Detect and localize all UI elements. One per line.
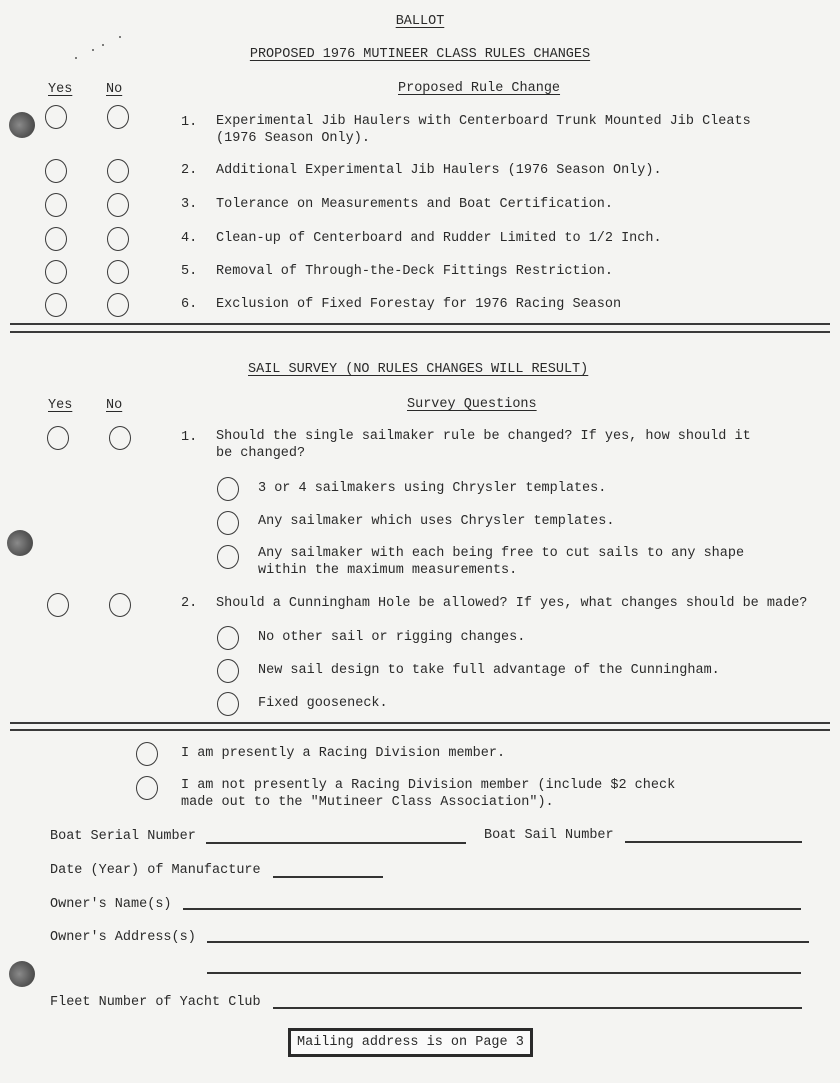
option-text: Any sailmaker with each being free to cut sails to any shape within the maximum measurements. — [258, 546, 745, 578]
rule-text: Experimental Jib Haulers with Centerboard Trunk Mounted Jib Cleats (1976 Season Only). — [216, 114, 751, 146]
section-divider — [10, 331, 830, 333]
rule-number: 2. — [181, 163, 198, 178]
option-text: No other sail or rigging changes. — [258, 630, 526, 645]
rule-1-yes-radio[interactable] — [45, 105, 67, 129]
option-text: 3 or 4 sailmakers using Chrysler templates. — [258, 481, 607, 496]
rule-6-no-radio[interactable] — [107, 293, 129, 317]
rule-number: 6. — [181, 297, 198, 312]
racing-member-radio[interactable] — [136, 742, 158, 766]
fleet-number-label: Fleet Number of Yacht Club — [50, 995, 261, 1010]
rule-text: Removal of Through-the-Deck Fittings Restriction. — [216, 264, 613, 279]
boat-sail-number-label: Boat Sail Number — [484, 828, 614, 843]
date-of-manufacture-field[interactable] — [273, 876, 383, 878]
rule-5-yes-radio[interactable] — [45, 260, 67, 284]
fleet-number-field[interactable] — [273, 1007, 802, 1009]
question-number: 2. — [181, 596, 198, 611]
q1-option-1-radio[interactable] — [217, 477, 239, 501]
ballot-title: BALLOT — [395, 14, 445, 29]
rule-3-yes-radio[interactable] — [45, 193, 67, 217]
boat-serial-number-field[interactable] — [206, 842, 466, 844]
option-text: Fixed gooseneck. — [258, 696, 388, 711]
owners-name-label: Owner's Name(s) — [50, 897, 172, 912]
survey-column-heading: Survey Questions — [407, 397, 537, 412]
rules-no-header: No — [106, 82, 123, 97]
option-text: Any sailmaker which uses Chrysler templates. — [258, 514, 615, 529]
owners-address-label: Owner's Address(s) — [50, 930, 196, 945]
question-number: 1. — [181, 430, 198, 445]
rule-number: 3. — [181, 197, 198, 212]
rule-6-yes-radio[interactable] — [45, 293, 67, 317]
rule-number: 1. — [181, 115, 198, 130]
q2-option-1-radio[interactable] — [217, 626, 239, 650]
owners-address-field-line2[interactable] — [207, 972, 801, 974]
q2-option-3-radio[interactable] — [217, 692, 239, 716]
rule-1-no-radio[interactable] — [107, 105, 129, 129]
boat-serial-number-label: Boat Serial Number — [50, 829, 196, 844]
mailing-address-note: Mailing address is on Page 3 — [288, 1028, 533, 1057]
section-divider — [10, 323, 830, 325]
q1-option-3-radio[interactable] — [217, 545, 239, 569]
survey-yes-header: Yes — [48, 398, 73, 413]
owners-name-field[interactable] — [183, 908, 801, 910]
rule-4-no-radio[interactable] — [107, 227, 129, 251]
q2-option-2-radio[interactable] — [217, 659, 239, 683]
option-text: New sail design to take full advantage of the Cunningham. — [258, 663, 720, 678]
owners-address-field[interactable] — [207, 941, 809, 943]
rules-yes-header: Yes — [48, 82, 73, 97]
rule-text: Exclusion of Fixed Forestay for 1976 Racing Season — [216, 297, 622, 312]
question-text: Should the single sailmaker rule be changed? If yes, how should it be changed? — [216, 429, 751, 461]
rule-text: Additional Experimental Jib Haulers (1976 Season Only). — [216, 163, 662, 178]
binder-hole-middle — [7, 530, 33, 556]
survey-no-header: No — [106, 398, 123, 413]
question-2-yes-radio[interactable] — [47, 593, 69, 617]
rule-number: 4. — [181, 231, 198, 246]
rule-number: 5. — [181, 264, 198, 279]
section-divider — [10, 722, 830, 724]
binder-hole-top — [9, 112, 35, 138]
question-2-no-radio[interactable] — [109, 593, 131, 617]
option-text: I am not presently a Racing Division member (include $2 check made out to the "Mutineer Class Association"). — [181, 778, 676, 810]
boat-sail-number-field[interactable] — [625, 841, 802, 843]
q1-option-2-radio[interactable] — [217, 511, 239, 535]
rule-2-yes-radio[interactable] — [45, 159, 67, 183]
binder-hole-bottom — [9, 961, 35, 987]
date-of-manufacture-label: Date (Year) of Manufacture — [50, 863, 261, 878]
ballot-subtitle: PROPOSED 1976 MUTINEER CLASS RULES CHANGES — [249, 47, 591, 62]
rule-text: Clean-up of Centerboard and Rudder Limited to 1/2 Inch. — [216, 231, 662, 246]
question-text: Should a Cunningham Hole be allowed? If yes, what changes should be made? — [216, 596, 808, 611]
survey-title: SAIL SURVEY (NO RULES CHANGES WILL RESULT) — [248, 362, 589, 377]
option-text: I am presently a Racing Division member. — [181, 746, 506, 761]
question-1-yes-radio[interactable] — [47, 426, 69, 450]
rule-4-yes-radio[interactable] — [45, 227, 67, 251]
rule-2-no-radio[interactable] — [107, 159, 129, 183]
section-divider — [10, 729, 830, 731]
rules-column-heading: Proposed Rule Change — [398, 81, 561, 96]
rule-5-no-radio[interactable] — [107, 260, 129, 284]
question-1-no-radio[interactable] — [109, 426, 131, 450]
rule-3-no-radio[interactable] — [107, 193, 129, 217]
non-member-radio[interactable] — [136, 776, 158, 800]
rule-text: Tolerance on Measurements and Boat Certification. — [216, 197, 613, 212]
